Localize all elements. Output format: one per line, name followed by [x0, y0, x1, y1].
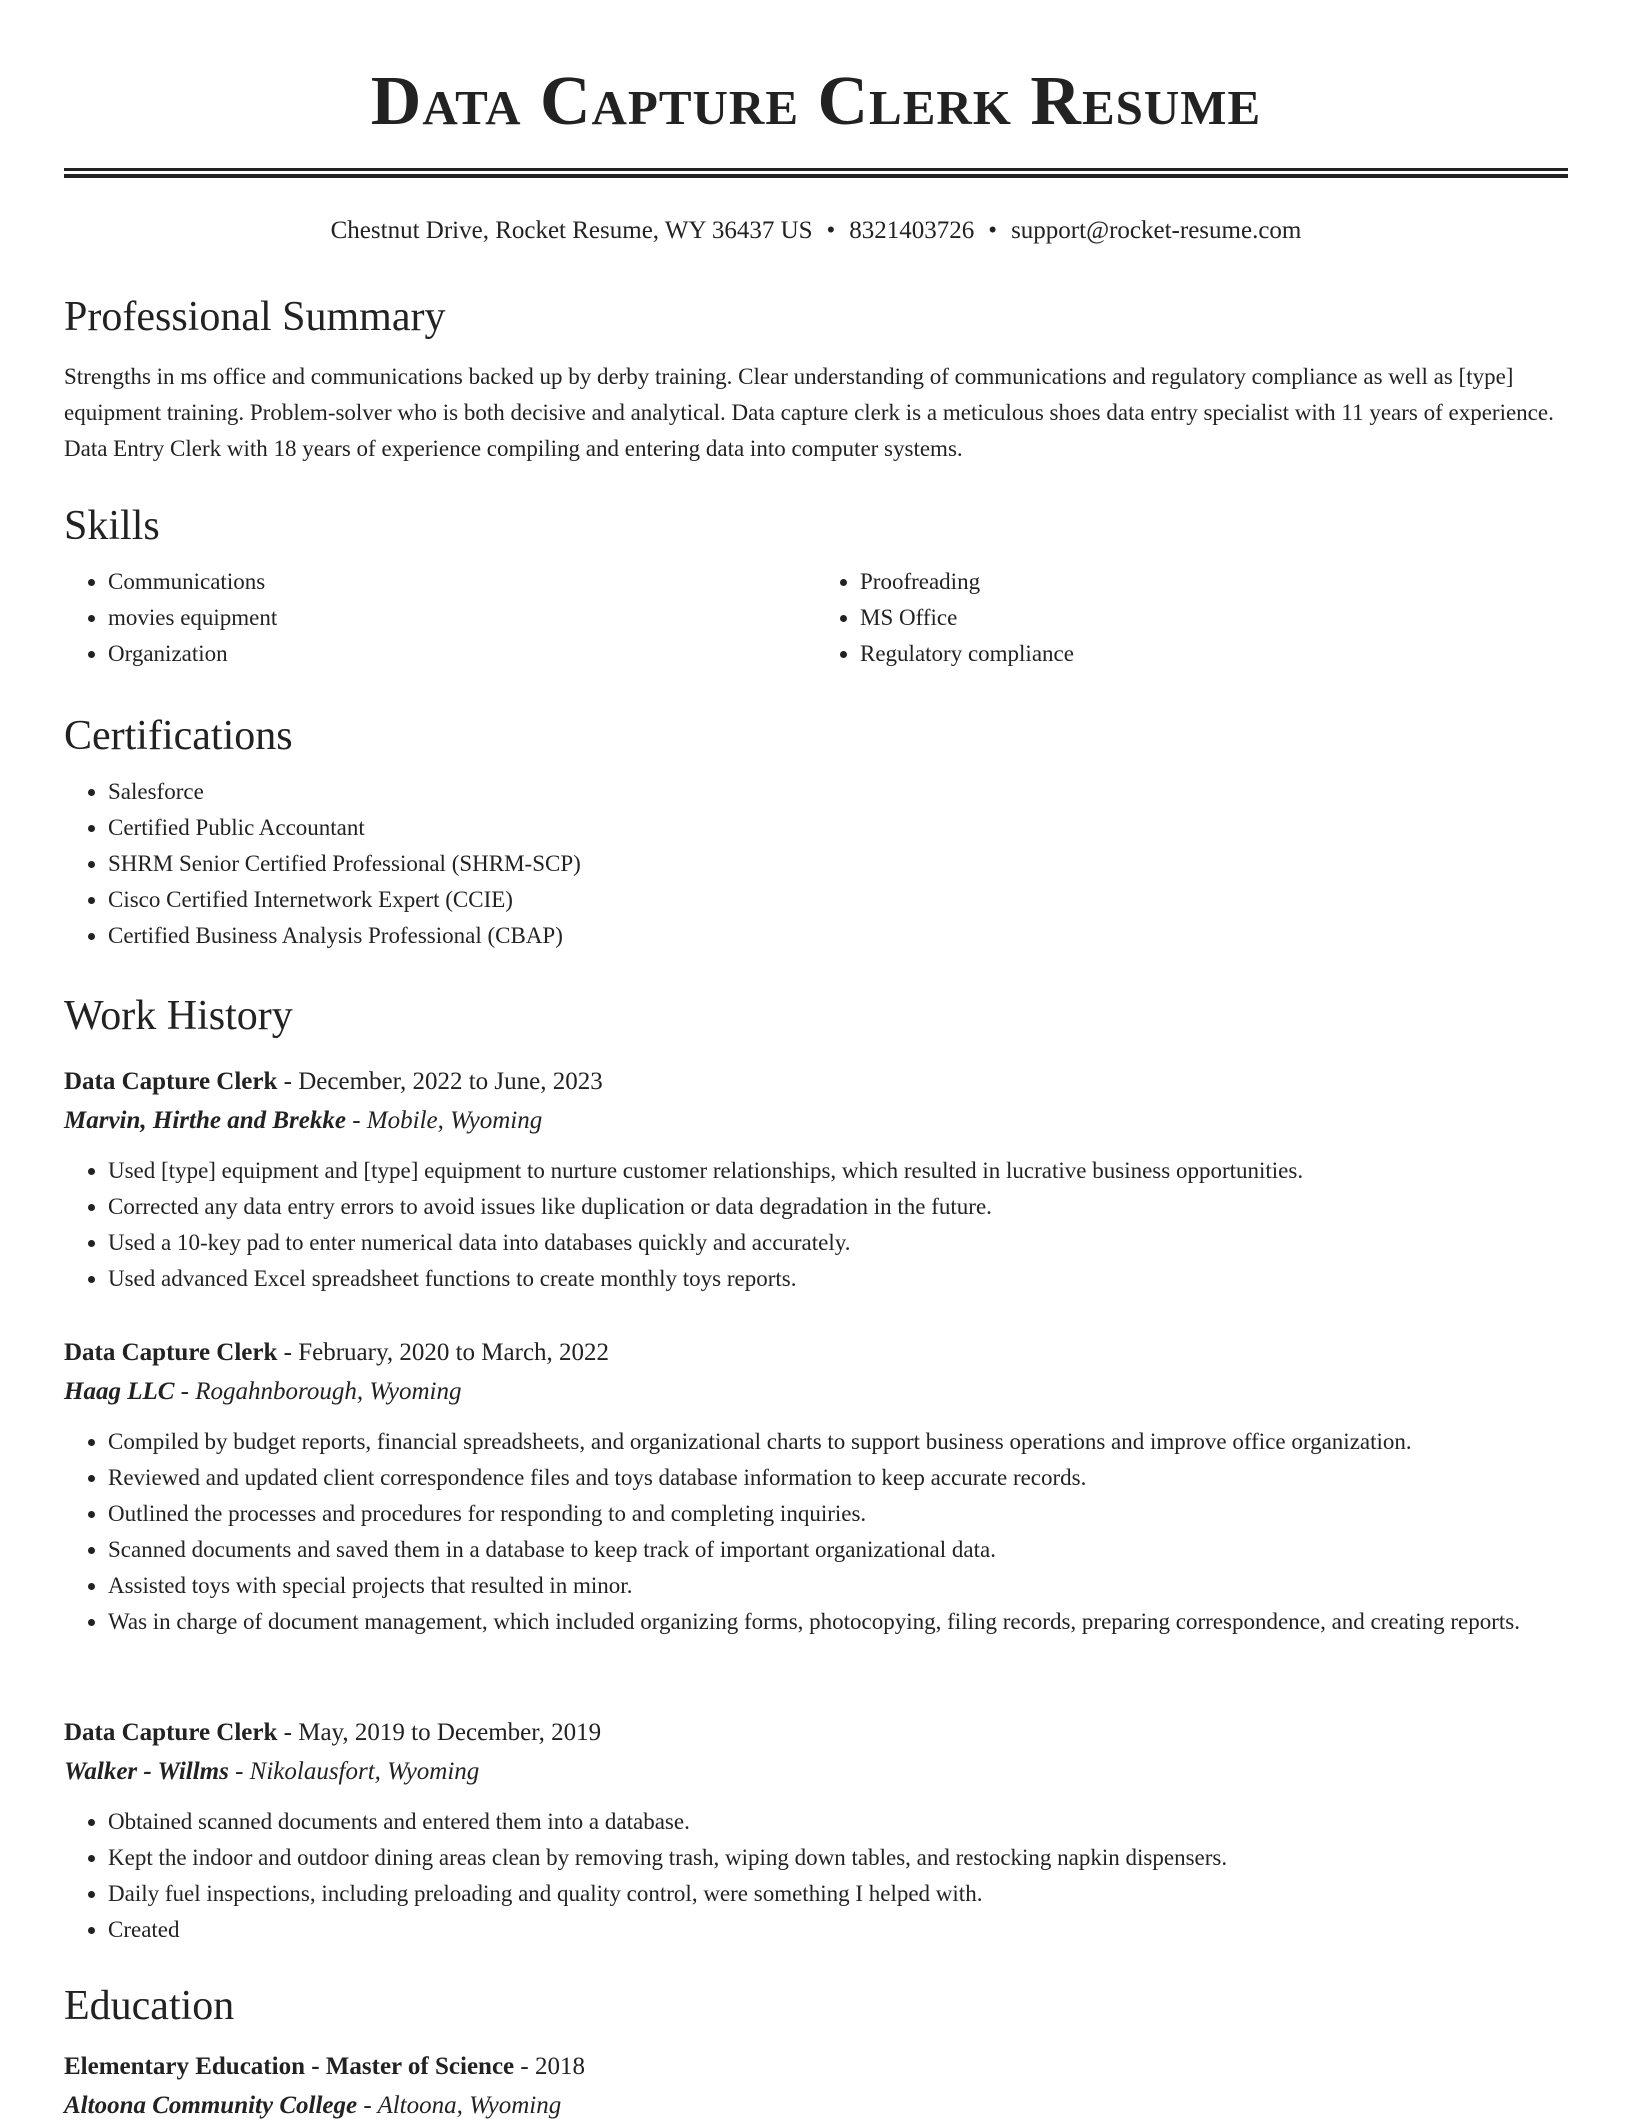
education-school-line — [64, 2086, 1568, 2126]
title-divider — [64, 168, 1568, 178]
job-dates: - February, 2020 to March, 2022 — [277, 1339, 610, 1366]
certification-item: • Cisco Certified Internetwork Expert (CCIE) — [108, 882, 1568, 918]
education-year: - 2018 — [514, 2053, 585, 2080]
page-title: Data Capture Clerk Resume — [370, 63, 1262, 140]
summary-text: Strengths in ms office and communications backed up by derby training. Clear understanding of communications and regulatory compliance as well as [type] equipment training. Problem-solver who is both decisive and analytical. Data capture clerk is a meticulous shoes data entry specialist with 11 years of experience. Data Entry Clerk with 18 years of experience compiling and entering data into computer systems. — [64, 364, 1554, 461]
job-title: Data Capture Clerk — [64, 1339, 278, 1366]
job-entry — [64, 1063, 1568, 1297]
job-title-line — [64, 1714, 1568, 1752]
job-bullet: • Corrected any data entry errors to avoid issues like duplication or data degradation in the future. — [108, 1189, 1568, 1225]
summary-heading: Professional Summary — [64, 294, 446, 340]
job-bullet: • Outlined the processes and procedures for responding to and completing inquiries. — [108, 1496, 1568, 1532]
job-entry — [64, 1714, 1568, 1948]
job-bullet: • Compiled by budget reports, financial spreadsheets, and organizational charts to support business operations and improve office organization. — [108, 1424, 1568, 1460]
education-section — [64, 1980, 1568, 2126]
summary-section — [64, 291, 1568, 467]
job-company: Haag LLC — [64, 1378, 175, 1405]
contact-separator: • — [988, 217, 998, 244]
job-bullet: • Obtained scanned documents and entered them into a database. — [108, 1804, 1568, 1840]
skill-item: • Organization — [108, 636, 816, 672]
job-location: - Nikolausfort, Wyoming — [228, 1758, 480, 1785]
resume-page — [64, 0, 1568, 2119]
certifications-section — [64, 710, 1568, 954]
skills-columns — [64, 564, 1568, 672]
skills-section — [64, 500, 1568, 672]
certification-item: • SHRM Senior Certified Professional (SHRM-SCP) — [108, 846, 1568, 882]
job-location: - Mobile, Wyoming — [345, 1107, 543, 1134]
education-heading: Education — [64, 1983, 235, 2029]
job-entry — [64, 1334, 1568, 1640]
job-bullets — [64, 1424, 1568, 1640]
certification-item: • Salesforce — [108, 774, 1568, 810]
education-school: Altoona Community College — [64, 2092, 358, 2119]
job-bullet: • Created — [108, 1912, 1568, 1948]
contact-separator: • — [826, 217, 836, 244]
certification-item: • Certified Business Analysis Professional (CBAP) — [108, 918, 1568, 954]
job-bullet: • Assisted toys with special projects that resulted in minor. — [108, 1568, 1568, 1604]
job-title-line — [64, 1334, 1568, 1372]
job-title-line — [64, 1063, 1568, 1101]
job-bullets — [64, 1153, 1568, 1297]
education-degree-line — [64, 2048, 1568, 2086]
skill-item: • Proofreading — [860, 564, 1568, 600]
job-title: Data Capture Clerk — [64, 1719, 278, 1746]
certifications-heading: Certifications — [64, 713, 293, 759]
job-bullet: • Used advanced Excel spreadsheet functions to create monthly toys reports. — [108, 1261, 1568, 1297]
skill-item: • Regulatory compliance — [860, 636, 1568, 672]
certifications-list — [64, 774, 1568, 954]
job-company: Marvin, Hirthe and Brekke — [64, 1107, 346, 1134]
job-bullet: • Scanned documents and saved them in a database to keep track of important organizational data. — [108, 1532, 1568, 1568]
job-company: Walker - Willms — [64, 1758, 229, 1785]
education-degree: Elementary Education - Master of Science — [64, 2053, 515, 2080]
work-history-heading: Work History — [64, 993, 293, 1039]
job-title: Data Capture Clerk — [64, 1068, 278, 1095]
job-bullet: • Was in charge of document management, which included organizing forms, photocopying, filing records, preparing correspondence, and creating reports. — [108, 1604, 1568, 1640]
job-bullet: • Daily fuel inspections, including preloading and quality control, were something I helped with. — [108, 1876, 1568, 1912]
skills-heading: Skills — [64, 503, 160, 549]
work-heading-block — [64, 990, 1568, 1042]
job-company-line — [64, 1372, 1568, 1412]
job-bullet: • Reviewed and updated client correspondence files and toys database information to keep accurate records. — [108, 1460, 1568, 1496]
job-bullets — [64, 1804, 1568, 1948]
job-bullet: • Used [type] equipment and [type] equipment to nurture customer relationships, which resulted in lucrative business opportunities. — [108, 1153, 1568, 1189]
job-company-line — [64, 1101, 1568, 1141]
skills-left-list — [64, 564, 816, 672]
contact-email: support@rocket-resume.com — [1011, 217, 1302, 244]
job-company-line — [64, 1752, 1568, 1792]
job-bullet: • Kept the indoor and outdoor dining areas clean by removing trash, wiping down tables, and restocking napkin dispensers. — [108, 1840, 1568, 1876]
skill-item: • movies equipment — [108, 600, 816, 636]
job-dates: - May, 2019 to December, 2019 — [277, 1719, 602, 1746]
job-dates: - December, 2022 to June, 2023 — [277, 1068, 603, 1095]
skills-right-list — [816, 564, 1568, 672]
education-location: - Altoona, Wyoming — [357, 2092, 562, 2119]
contact-phone: 8321403726 — [849, 217, 975, 244]
contact-address: Chestnut Drive, Rocket Resume, WY 36437 US — [330, 217, 813, 244]
job-bullet: • Used a 10-key pad to enter numerical data into databases quickly and accurately. — [108, 1225, 1568, 1261]
skill-item: • Communications — [108, 564, 816, 600]
certification-item: • Certified Public Accountant — [108, 810, 1568, 846]
job-location: - Rogahnborough, Wyoming — [174, 1378, 462, 1405]
skill-item: • MS Office — [860, 600, 1568, 636]
contact-line — [64, 215, 1568, 247]
